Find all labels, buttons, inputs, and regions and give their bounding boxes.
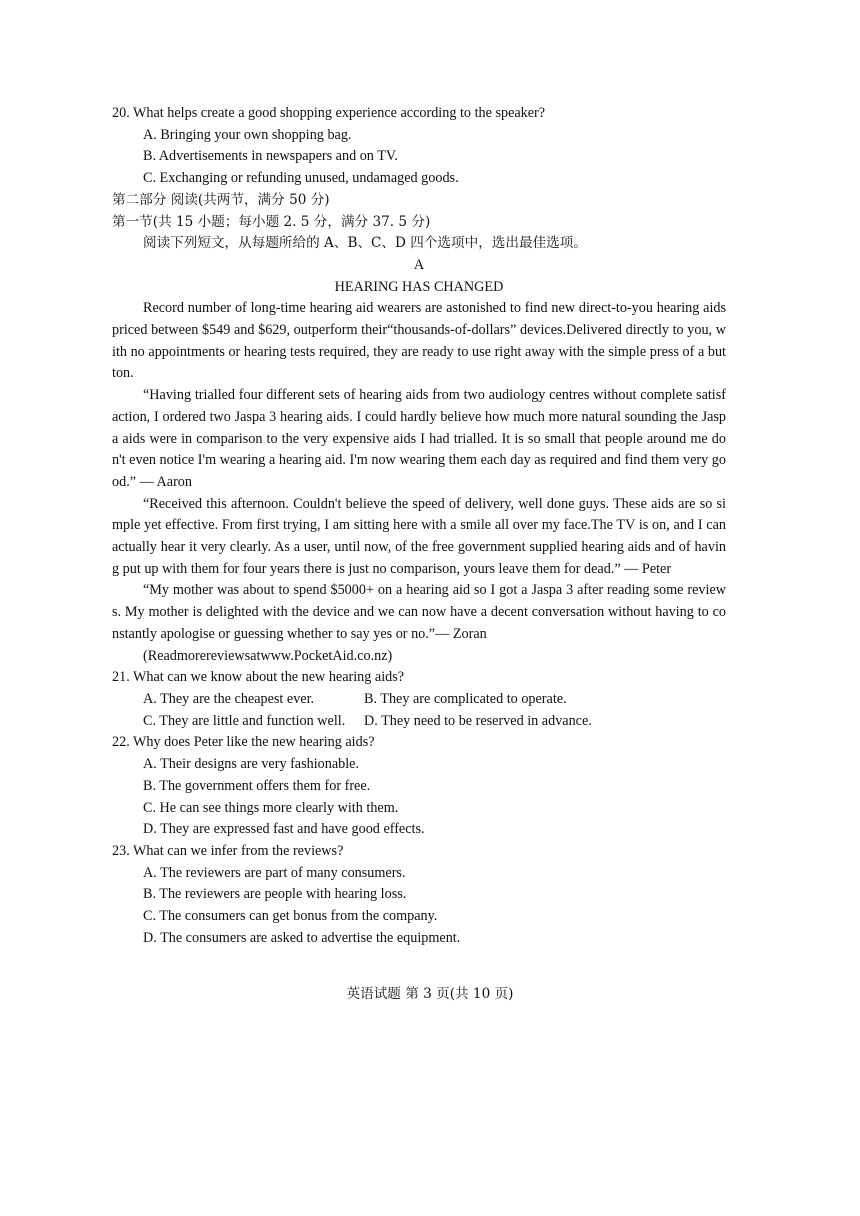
passage-paragraph-1: Record number of long-time hearing aid wearers are astonished to find new direct-to-you hearing aids priced between $549 and $629, outperform their“thousands-of-dollars” devices.Delivered directly to you, with no appointments or hearing tests required, they are ready to use right away with the simple press of a button. (112, 300, 726, 382)
passage-letter: A (413, 256, 425, 273)
option-21-a: A. They are the cheapest ever. (143, 690, 315, 707)
option-21-c: C. They are little and function well. (143, 712, 346, 729)
option-21-d: D. They need to be reserved in advance. (364, 712, 592, 729)
section-instruction: 阅读下列短文，从每题所给的 A、B、C、D 四个选项中，选出最佳选项。 (143, 235, 587, 252)
review-aaron: “Having trialled four different sets of hearing aids from two audiology centres without complete satisfaction, I ordered two Jaspa 3 hearing aids. I could hardly believe how much more natural sounding the Jaspa aids were in comparison to the very expensive aids I had trialled. It is so small that people around me don't even notice I'm wearing a hearing aid. I'm now wearing them each day as required and find them very good.” — Aaron (112, 387, 726, 490)
option-21-b: B. They are complicated to operate. (364, 690, 567, 707)
option-20-b: B. Advertisements in newspapers and on TV. (143, 148, 398, 165)
option-23-d: D. The consumers are asked to advertise the equipment. (143, 929, 461, 946)
option-23-a: A. The reviewers are part of many consumers. (143, 864, 406, 881)
option-22-c: C. He can see things more clearly with them. (143, 799, 399, 816)
option-20-a: A. Bringing your own shopping bag. (143, 126, 352, 143)
passage-title: HEARING HAS CHANGED (334, 278, 504, 295)
question-20-stem: 20. What helps create a good shopping experience according to the speaker? (112, 105, 546, 121)
option-row (112, 689, 726, 711)
question-21-stem: 21. What can we know about the new hearing aids? (112, 669, 405, 686)
review-zoran: “My mother was about to spend $5000+ on a hearing aid so I got a Jaspa 3 after reading some reviews. My mother is delighted with the device and we can now have a decent conversation without having to constantly apologise or guessing whether to say yes or no.”— Zoran (112, 582, 726, 642)
option-22-b: B. The government offers them for free. (143, 777, 371, 794)
option-22-a: A. Their designs are very fashionable. (143, 756, 360, 773)
option-22-d: D. They are expressed fast and have good effects. (143, 821, 425, 838)
page-footer: 英语试题 第 3 页(共 10 页) (346, 986, 514, 1002)
exam-page (112, 103, 726, 949)
section-sub-heading: 第一节(共 15 小题；每小题 2. 5 分，满分 37. 5 分) (112, 213, 431, 230)
question-23-stem: 23. What can we infer from the reviews? (112, 842, 344, 859)
option-23-c: C. The consumers can get bonus from the company. (143, 908, 438, 925)
review-peter: “Received this afternoon. Couldn't believe the speed of delivery, well done guys. These aids are so simple yet effective. From first trying, I am sitting here with a smile all over my face.The TV is on, and I can actually hear it very clearly. As a user, until now, of the free government supplied hearing aids and of having put up with them for four years there is just no comparison, yours leave them for dead.” — Peter (112, 495, 726, 577)
option-23-b: B. The reviewers are people with hearing loss. (143, 886, 407, 903)
option-row (112, 711, 726, 733)
question-22-stem: 22. Why does Peter like the new hearing aids? (112, 734, 375, 751)
passage-source: (Readmorereviewsatwww.PocketAid.co.nz) (143, 647, 393, 664)
option-20-c: C. Exchanging or refunding unused, undamaged goods. (143, 170, 459, 187)
section-part-heading: 第二部分 阅读(共两节，满分 50 分) (112, 191, 330, 208)
